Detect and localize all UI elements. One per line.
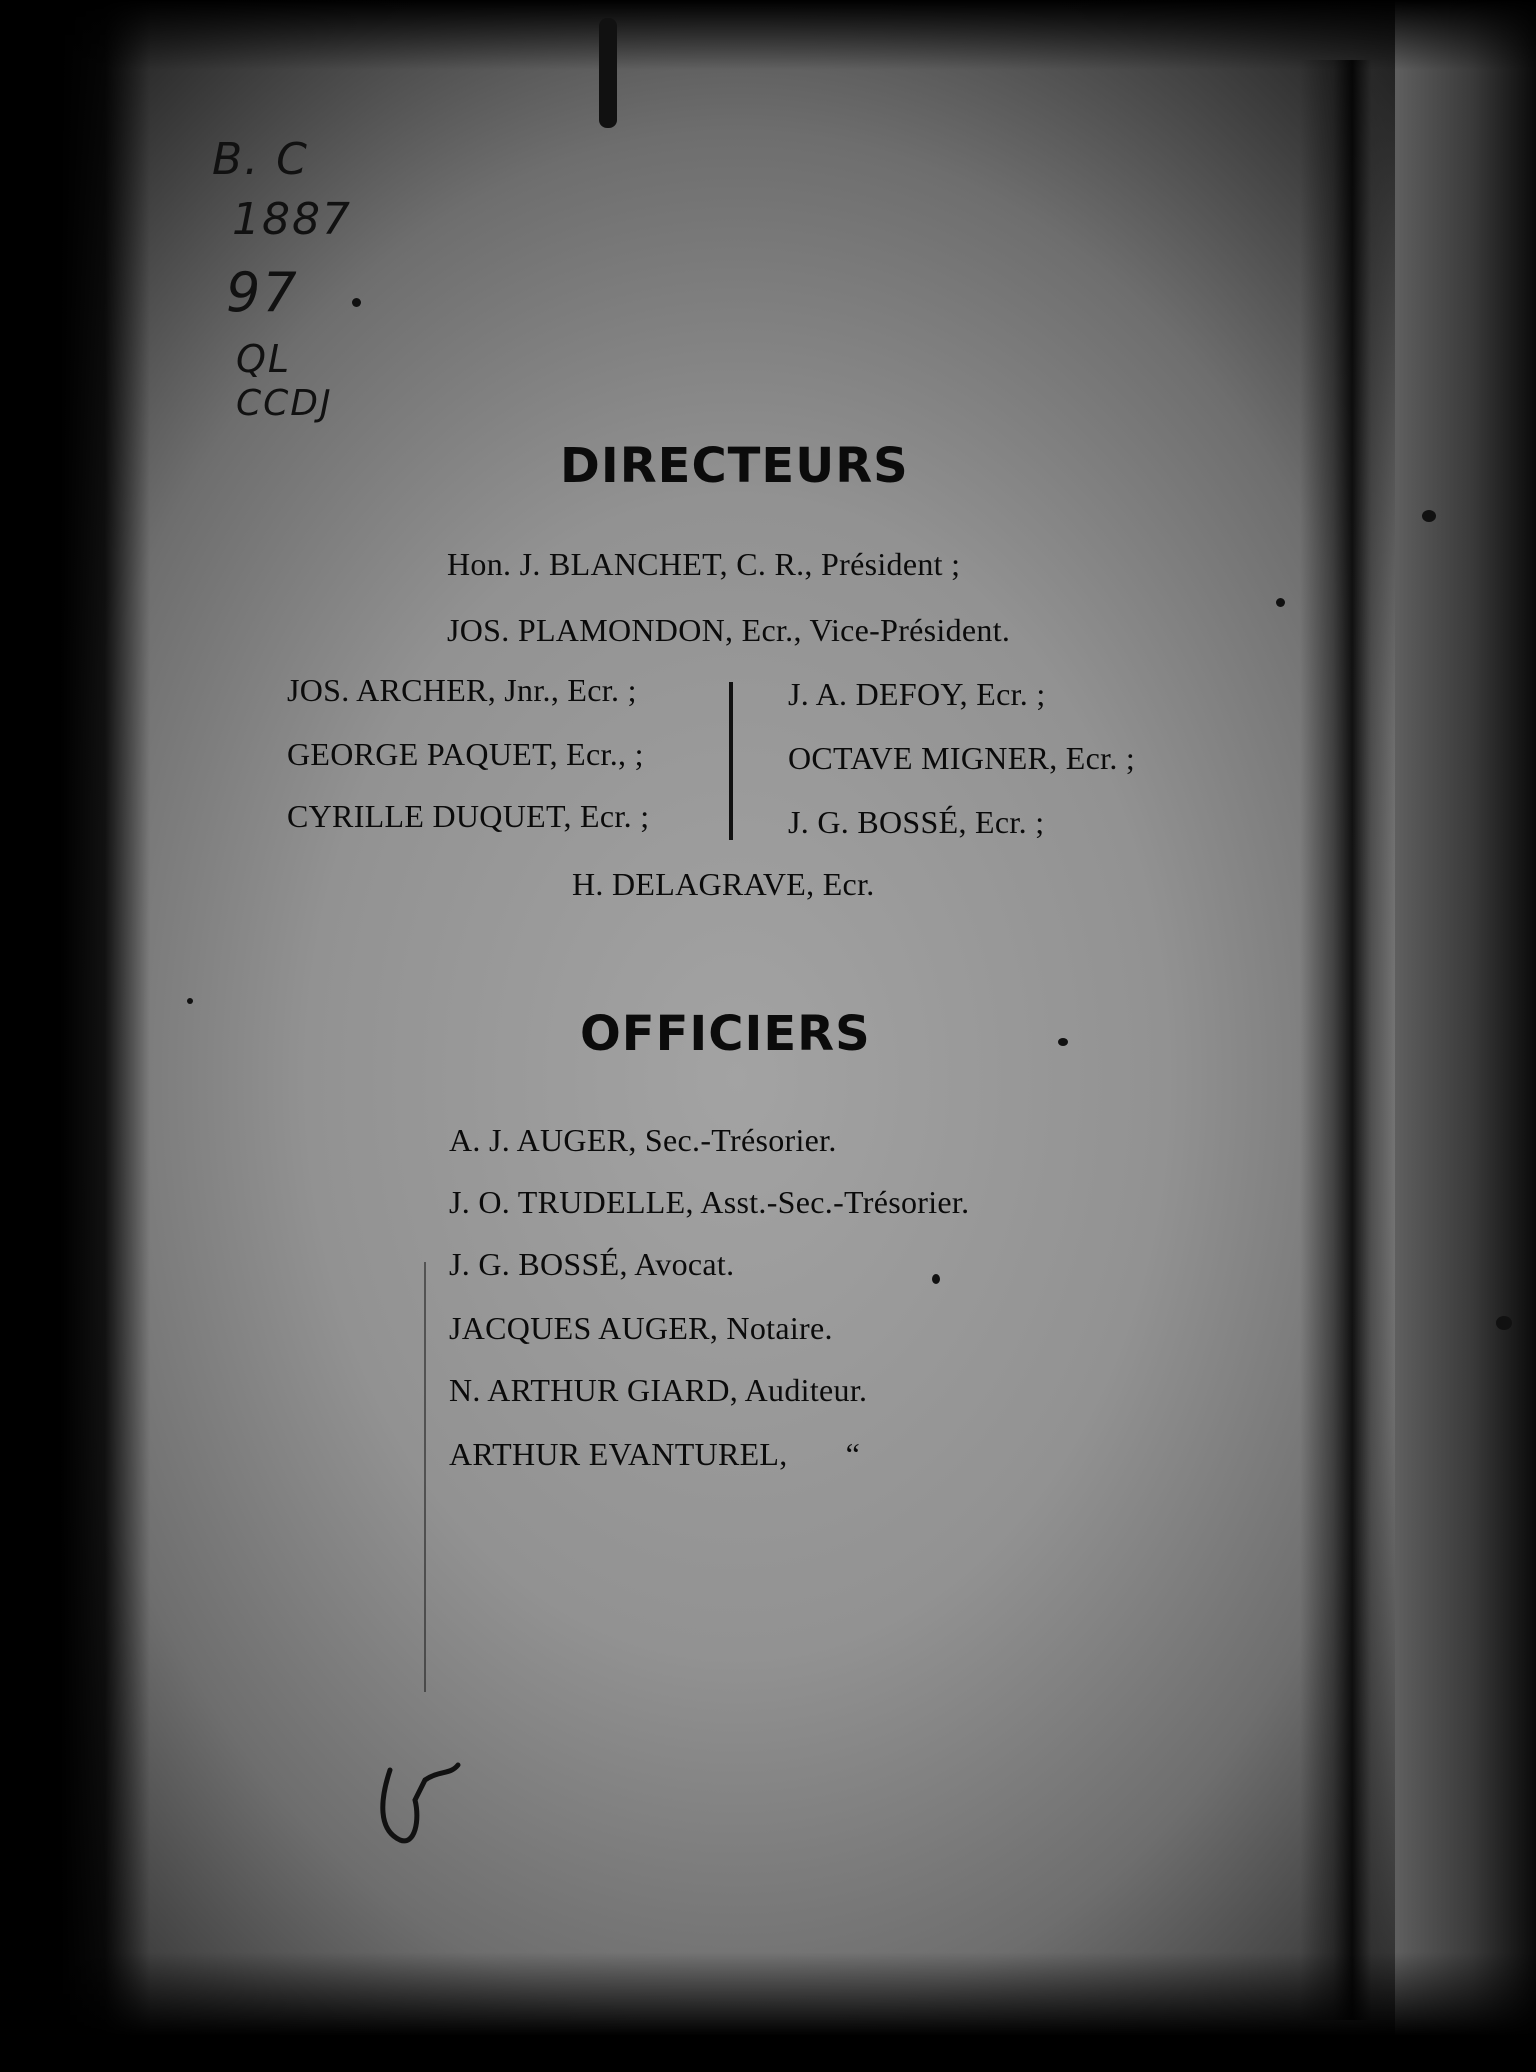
speck <box>1058 1038 1068 1046</box>
officer-line: J. O. TRUDELLE, Asst.-Sec.-Trésorier. <box>449 1184 970 1220</box>
officer-line: J. G. BOSSÉ, Avocat. <box>449 1246 735 1282</box>
handwritten-mark: 1887 <box>232 194 352 245</box>
section-heading-directeurs: DIRECTEURS <box>560 438 909 494</box>
speck <box>1496 1316 1512 1330</box>
margin-line <box>424 1262 426 1692</box>
director-left-1: JOS. ARCHER, Jnr., Ecr. ; <box>287 672 637 708</box>
handwritten-mark: 97 <box>226 261 299 324</box>
speck <box>1422 510 1436 522</box>
officer-line: A. J. AUGER, Sec.-Trésorier. <box>449 1122 837 1158</box>
handwritten-mark: CCDJ <box>236 383 333 424</box>
director-right-2: OCTAVE MIGNER, Ecr. ; <box>788 740 1136 776</box>
section-heading-officiers: OFFICIERS <box>580 1006 871 1062</box>
handwritten-scribble <box>370 1740 480 1860</box>
speck <box>599 18 617 128</box>
officer-line: N. ARTHUR GIARD, Auditeur. <box>449 1372 868 1408</box>
officer-line: ARTHUR EVANTUREL, “ <box>449 1436 861 1472</box>
bottom-scan-border <box>0 1952 1536 2072</box>
director-left-3: CYRILLE DUQUET, Ecr. ; <box>287 798 650 834</box>
speck <box>932 1274 940 1284</box>
page-fold <box>1300 60 1395 2020</box>
director-left-2: GEORGE PAQUET, Ecr., ; <box>287 736 644 772</box>
top-scan-border <box>0 0 1536 70</box>
handwritten-mark: B. C <box>212 134 309 185</box>
director-president: Hon. J. BLANCHET, C. R., Président ; <box>447 546 961 582</box>
director-right-3: J. G. BOSSÉ, Ecr. ; <box>788 804 1045 840</box>
speck <box>352 298 361 307</box>
speck <box>1276 598 1285 607</box>
facing-page-edge <box>1395 0 1536 2072</box>
director-right-1: J. A. DEFOY, Ecr. ; <box>788 676 1046 712</box>
director-last: H. DELAGRAVE, Ecr. <box>572 866 875 902</box>
director-vice-president: JOS. PLAMONDON, Ecr., Vice-Président. <box>447 612 1011 648</box>
column-divider <box>729 682 733 840</box>
officer-line: JACQUES AUGER, Notaire. <box>449 1310 833 1346</box>
handwritten-mark: QL <box>236 337 292 381</box>
speck <box>187 998 193 1004</box>
left-scan-border <box>0 0 150 2072</box>
